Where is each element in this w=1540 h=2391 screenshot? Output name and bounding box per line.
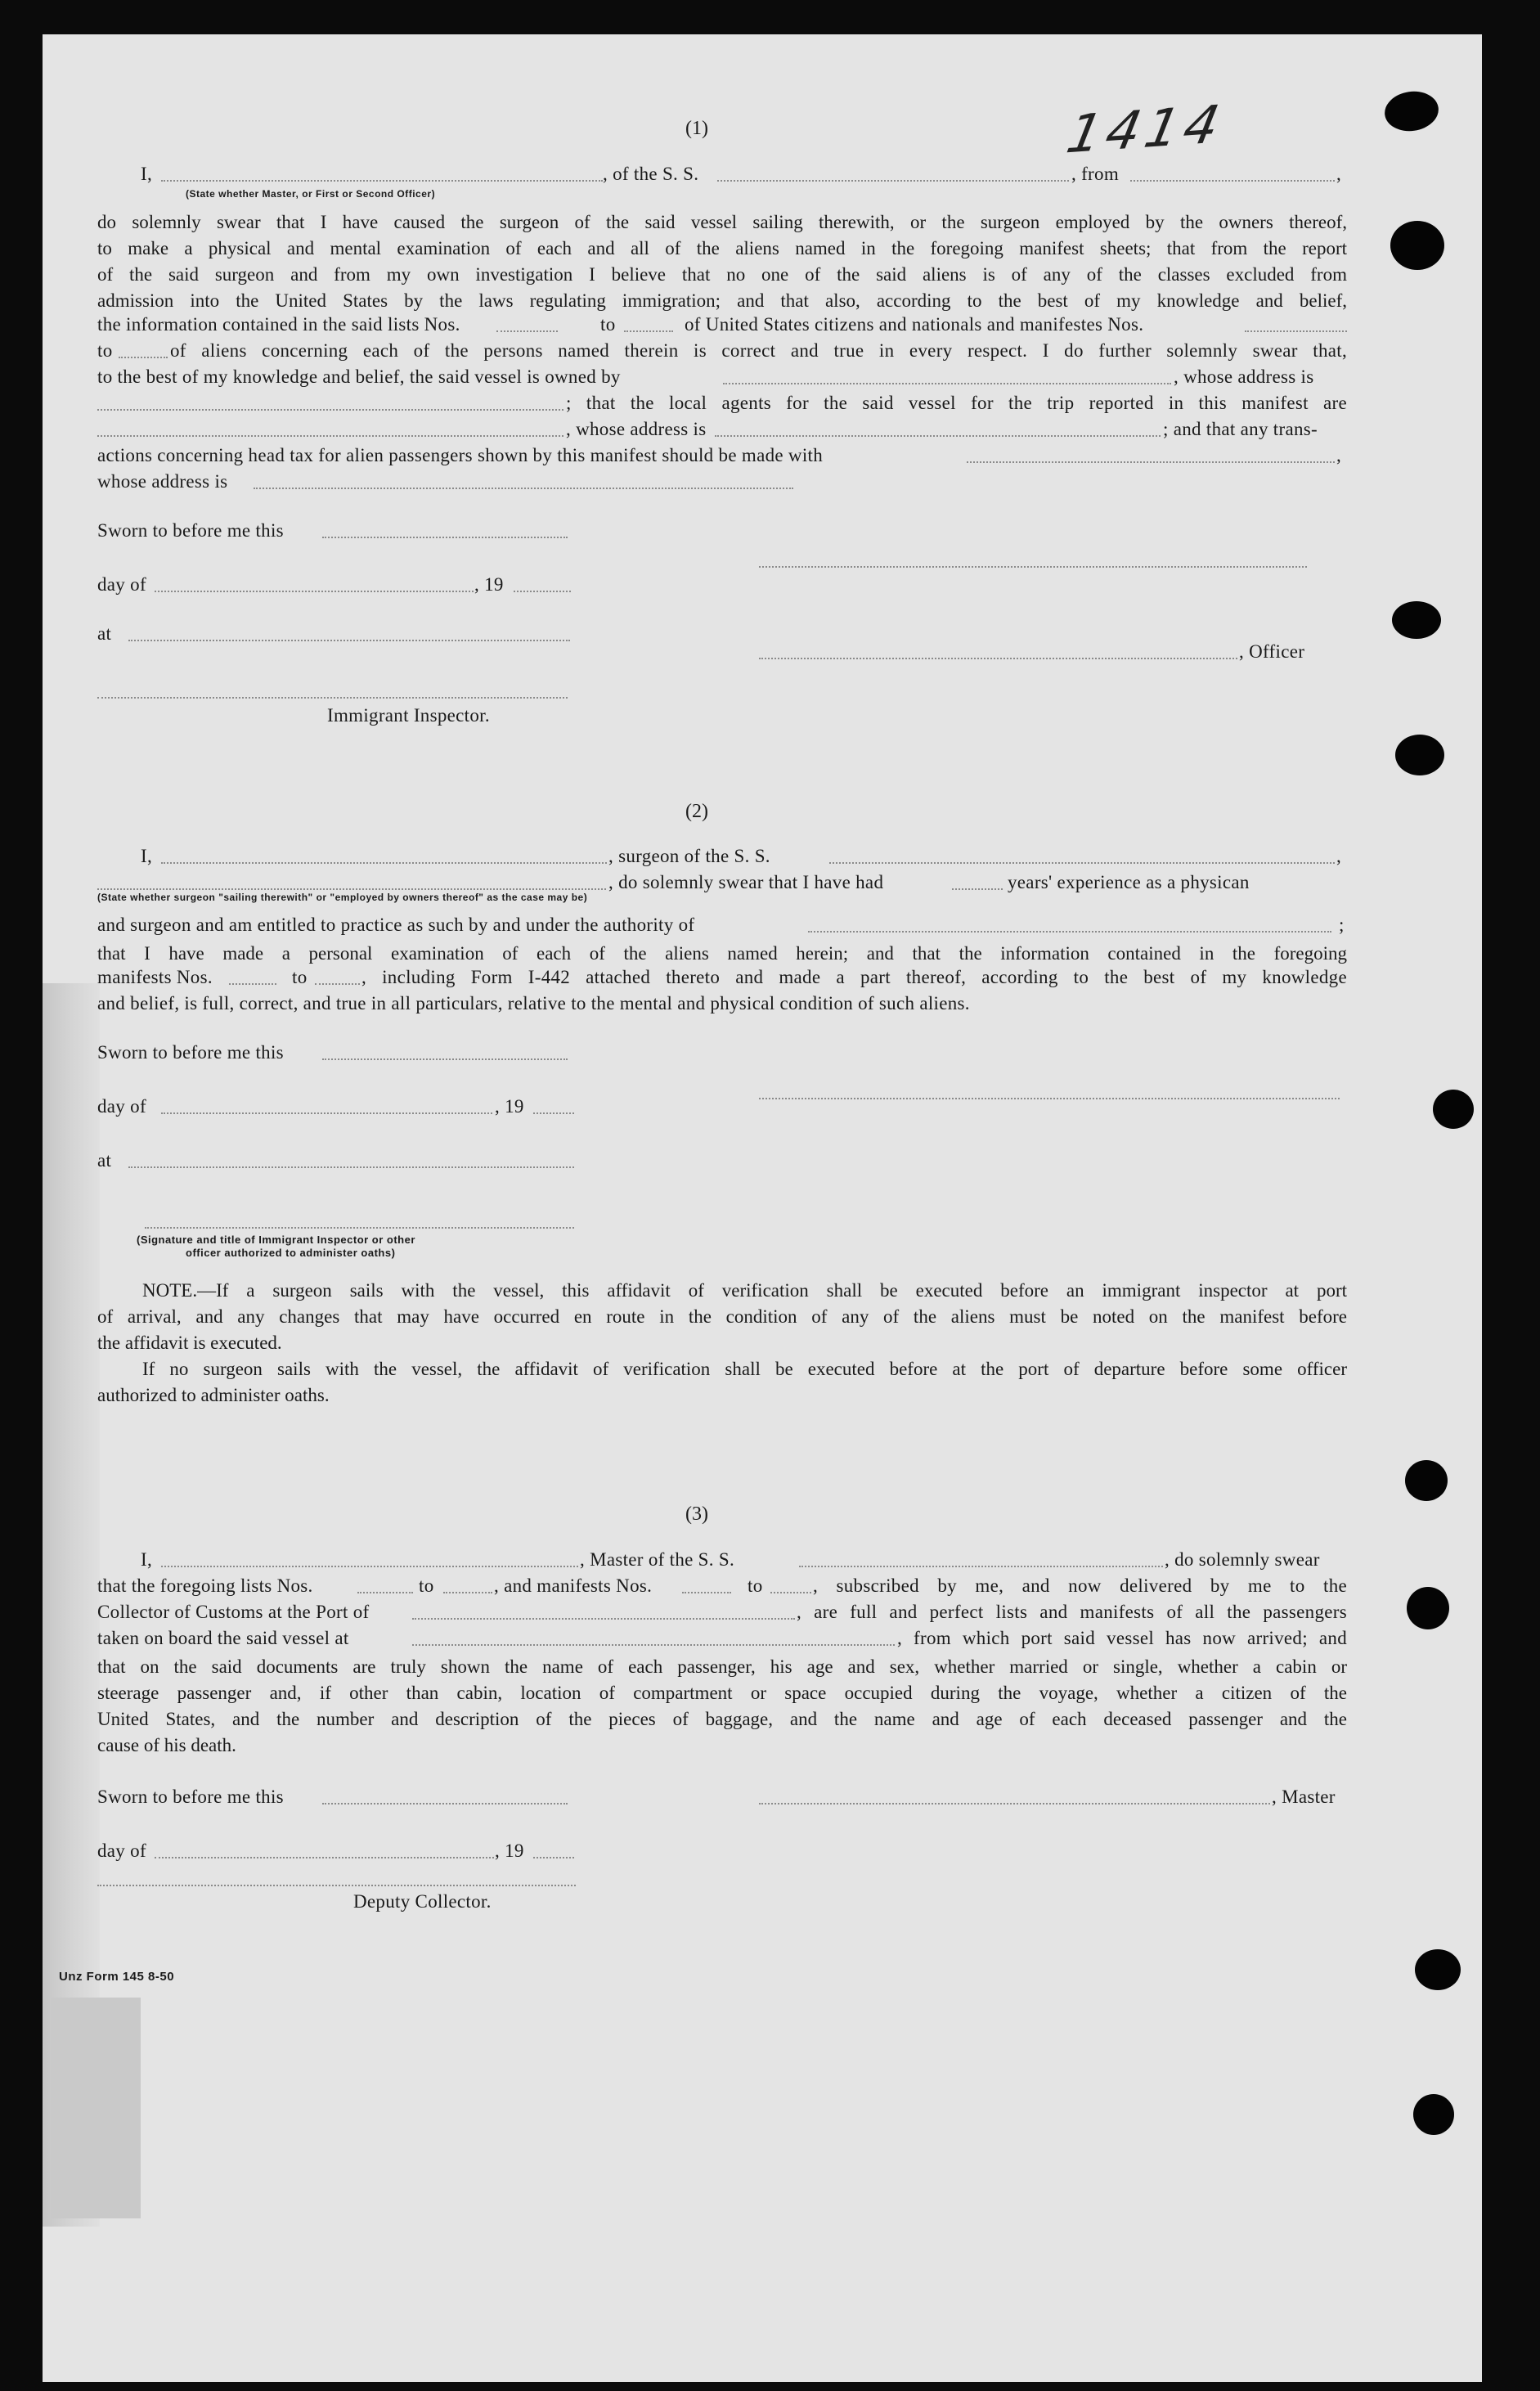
s1-aliens-text: of aliens concerning each of the persons named therein is correct and true in every respect. I do further solemnly swear that, [170,340,1347,361]
s2-year-label: , 19 [495,1096,524,1117]
s1-officer-blank-2[interactable] [759,658,1237,659]
s1-officer-label: , Officer [1239,641,1305,662]
s2-sworn-label: Sworn to before me this [97,1042,284,1063]
s2-signature-caption-2: officer authorized to administer oaths) [186,1247,396,1259]
s3-departure-port-blank[interactable] [412,1644,895,1646]
s1-sworn-blank[interactable] [322,537,568,538]
s1-lists-label: the information contained in the said lists Nos. [97,314,460,335]
s1-trans-label: ; and that any trans- [1163,419,1318,439]
s3-manifests-label: , and manifests Nos. [494,1575,653,1596]
s3-para-line: United States, and the number and description of the pieces of baggage, and the name and age of each deceased passenger and the [97,1709,1347,1729]
s1-at-blank[interactable] [128,640,570,641]
s3-sworn-blank[interactable] [322,1803,568,1804]
s3-lists-to-label: to [419,1575,434,1596]
s2-year-blank[interactable] [533,1112,574,1114]
s1-para-line: admission into the United States by the laws regulating immigration; and that also, according to the best of my knowledge and belief, [97,290,1347,311]
s1-from-blank[interactable] [1130,180,1335,182]
s1-whose-address-label: whose address is [97,471,228,492]
s1-inspector-signature[interactable] [97,697,568,699]
s1-para-line: to make a physical and mental examination of each and all of the aliens named in the foregoing manifest sheets; that from the report [97,238,1347,258]
s1-para-line: of the said surgeon and from my own investigation I believe that no one of the said aliens is of any of the classes excluded from [97,264,1347,285]
s2-i-label: I, [141,846,153,866]
form-code: Unz Form 145 8-50 [59,1970,175,1984]
s1-agents-address-blank[interactable] [715,435,1161,437]
s3-collector-label: Collector of Customs at the Port of [97,1602,370,1622]
s1-officer-caption: (State whether Master, or First or Second Officer) [186,188,436,200]
s1-manifests-label: of United States citizens and nationals and manifestes Nos. [685,314,1144,335]
s1-day-of-label: day of [97,574,146,595]
s2-belief-line: and belief, is full, correct, and true in all particulars, relative to the mental and physical condition of such aliens. [97,993,970,1013]
s1-signature-line[interactable] [759,566,1307,568]
s3-deputy-signature[interactable] [97,1885,576,1886]
s3-vessel-blank[interactable] [799,1566,1163,1567]
s2-signature-caption-1: (Signature and title of Immigrant Inspector or other [137,1234,415,1246]
s2-surgeon-label: , surgeon of the S. S. [608,846,770,866]
s2-inspector-signature[interactable] [145,1227,574,1229]
s2-form-text: , including Form I-442 attached thereto and made a part thereof, according to the best of my knowledge [361,967,1347,987]
s3-year-blank[interactable] [533,1857,574,1858]
s1-day-blank[interactable] [155,591,474,592]
s3-subscribed-text: , subscribed by me, and now delivered by me to the [813,1575,1347,1596]
punch-hole [1407,1587,1449,1629]
s1-of-ss-label: , of the S. S. [603,164,699,184]
s3-i-label: I, [141,1549,153,1570]
s2-line1-end: , [1336,846,1342,866]
punch-hole [1415,1949,1461,1990]
s3-year-label: , 19 [495,1840,524,1861]
note-line: If no surgeon sails with the vessel, the affidavit of verification shall be executed before at the port of departure before some officer [142,1359,1347,1379]
s3-para-line: that on the said documents are truly shown the name of each passenger, his age and sex, whether married or single, whether a cabin or [97,1656,1347,1677]
s3-name-blank[interactable] [161,1566,578,1567]
note-line: the affidavit is executed. [97,1333,282,1353]
s1-year-label: , 19 [474,574,504,595]
s2-authority-label: and surgeon and am entitled to practice as such by and under the authority of [97,915,695,935]
s3-master-signature[interactable] [759,1803,1270,1804]
s2-authority-blank[interactable] [808,931,1331,933]
s1-agents-text: ; that the local agents for the said vessel for the trip reported in this manifest are [566,393,1347,413]
s1-head-tax-end: , [1336,445,1342,465]
punch-hole [1392,601,1441,639]
s3-lists-from-blank[interactable] [357,1592,413,1593]
s2-manifests-label: manifests Nos. [97,967,213,987]
form-sheet [43,34,1482,2382]
s1-lists-from-blank[interactable] [496,330,558,332]
punch-hole [1395,735,1444,775]
s3-master-label: , Master of the S. S. [580,1549,735,1570]
s3-swear-label: , do solemnly swear [1165,1549,1320,1570]
s2-examination-line: that I have made a personal examination of each of the aliens named herein; and that the information contained in the foregoing [97,943,1347,964]
s2-years-blank[interactable] [952,888,1003,890]
punch-hole [1413,2094,1454,2135]
s2-status-blank[interactable] [97,888,606,890]
s1-owner-blank[interactable] [723,383,1171,384]
s3-manifests-to-blank[interactable] [770,1592,811,1593]
s3-manifests-to-label: to [748,1575,763,1596]
s1-from-label: , from [1071,164,1120,184]
s2-manifests-to-blank[interactable] [315,983,360,985]
s1-paragraph [97,209,1347,314]
s3-taken-label: taken on board the said vessel at [97,1628,349,1648]
punch-hole [1390,221,1444,270]
s2-at-blank[interactable] [128,1166,574,1168]
worn-corner [51,1998,141,2218]
handwritten-page-number: 1414 [1062,94,1229,166]
s3-lists-label: that the foregoing lists Nos. [97,1575,313,1596]
s3-para-line: cause of his death. [97,1735,236,1755]
s1-head-tax-blank[interactable] [967,461,1335,463]
s1-head-tax-text: actions concerning head tax for alien passengers shown by this manifest should be made with [97,445,824,465]
s1-to-label: to [97,340,113,361]
s1-officer-blank[interactable] [161,180,603,182]
s3-day-of-label: day of [97,1840,146,1861]
s2-swear-label: , do solemnly swear that I have had [608,872,884,892]
punch-hole [1405,1460,1448,1501]
s3-manifests-from-blank[interactable] [682,1592,731,1593]
s2-signature-line[interactable] [759,1098,1340,1099]
s3-perfect-lists-text: , are full and perfect lists and manifests of all the passengers [797,1602,1347,1622]
s1-agents-address-label: , whose address is [566,419,707,439]
s1-lists-to-label: to [600,314,616,335]
section-1-number: (1) [685,118,708,139]
punch-hole [1433,1090,1474,1129]
s2-day-blank[interactable] [161,1112,492,1114]
s3-para-line: steerage passenger and, if other than cabin, location of compartment or space occupied during the voyage, whether a citizen of the [97,1683,1347,1703]
s3-day-blank[interactable] [155,1857,494,1858]
note-line: NOTE.—If a surgeon sails with the vessel, this affidavit of verification shall be executed before an immigrant inspector at port [142,1280,1347,1301]
s2-at-label: at [97,1150,112,1171]
s2-manifests-from-blank[interactable] [229,983,276,985]
section-3-number: (3) [685,1503,708,1525]
s3-paragraph [97,1654,1347,1759]
s1-year-blank[interactable] [514,591,571,592]
s3-deputy-label: Deputy Collector. [353,1891,492,1912]
s2-manifests-to-label: to [292,967,308,987]
s1-manifests-from-blank[interactable] [1245,330,1347,332]
s1-owner-address-blank[interactable] [97,409,563,411]
note-line: authorized to administer oaths. [97,1385,330,1405]
s2-vessel-blank[interactable] [829,862,1335,864]
s3-master-title: , Master [1272,1787,1336,1807]
s3-lists-to-blank[interactable] [443,1592,492,1593]
s1-lists-to-blank[interactable] [624,330,673,332]
s1-para-line: do solemnly swear that I have caused the surgeon of the said vessel sailing therewith, or the surgeon employed by the owners thereof, [97,212,1347,232]
s2-authority-end: ; [1339,915,1345,935]
s3-arrived-text: , from which port said vessel has now arrived; and [897,1628,1347,1648]
s2-experience-label: years' experience as a physican [1008,872,1250,892]
s2-status-caption: (State whether surgeon "sailing therewith" or "employed by owners thereof" as the case may be) [97,892,588,903]
s1-agents-blank[interactable] [97,435,563,437]
s2-day-of-label: day of [97,1096,146,1117]
s1-sworn-label: Sworn to before me this [97,520,284,541]
s1-line1-end: , [1336,164,1342,184]
s1-manifests-to-blank[interactable] [119,357,168,358]
s1-i-label: I, [141,164,153,184]
s1-whose-address-blank[interactable] [254,488,793,489]
s1-vessel-blank[interactable] [717,180,1069,182]
s3-sworn-label: Sworn to before me this [97,1787,284,1807]
s1-owned-label: to the best of my knowledge and belief, the said vessel is owned by [97,366,621,387]
s1-owner-address-label: , whose address is [1174,366,1314,387]
note-line: of arrival, and any changes that may have occurred en route in the condition of any of the aliens must be noted on the manifest before [97,1306,1347,1327]
s2-sworn-blank[interactable] [322,1058,568,1060]
s3-port-blank[interactable] [412,1618,795,1620]
s1-at-label: at [97,623,112,644]
s2-name-blank[interactable] [161,862,607,864]
s1-inspector-label: Immigrant Inspector. [327,705,490,726]
section-2-number: (2) [685,801,708,822]
s2-note [97,1278,1347,1409]
